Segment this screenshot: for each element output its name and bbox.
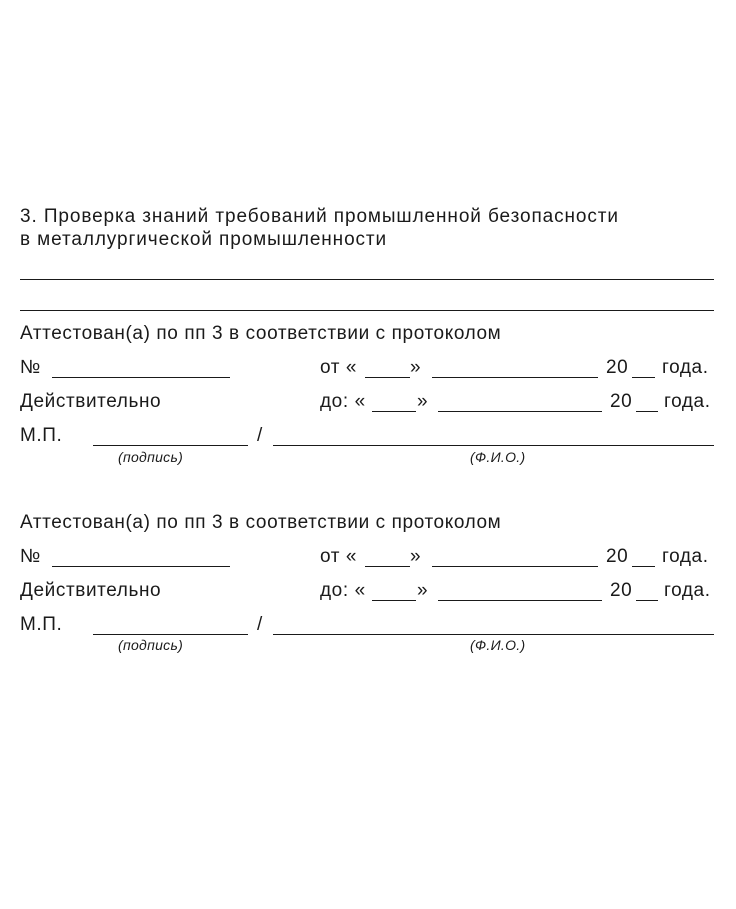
- from-day-field[interactable]: [365, 566, 410, 567]
- year-prefix: 20: [606, 357, 629, 378]
- until-month-field[interactable]: [438, 600, 602, 601]
- from-label: от «: [320, 546, 358, 567]
- section-heading-line2: в металлургической промышленности: [20, 229, 388, 250]
- from-day-field[interactable]: [365, 377, 410, 378]
- year-suffix: года.: [664, 580, 711, 601]
- fio-field[interactable]: [273, 634, 714, 635]
- blank-line-2[interactable]: [20, 310, 714, 311]
- year-prefix: 20: [606, 546, 629, 567]
- signature-caption: (подпись): [118, 449, 184, 465]
- year-prefix: 20: [610, 580, 633, 601]
- year-suffix: года.: [662, 546, 709, 567]
- until-label: до: «: [320, 580, 366, 601]
- valid-label: Действительно: [20, 580, 162, 601]
- from-year-field[interactable]: [632, 377, 655, 378]
- from-month-field[interactable]: [432, 566, 598, 567]
- quote-close: »: [410, 357, 422, 378]
- quote-close: »: [417, 580, 429, 601]
- until-day-field[interactable]: [372, 600, 416, 601]
- number-label: №: [20, 357, 41, 378]
- until-day-field[interactable]: [372, 411, 416, 412]
- until-year-field[interactable]: [636, 600, 658, 601]
- signature-caption: (подпись): [118, 637, 184, 653]
- blank-line-1[interactable]: [20, 279, 714, 280]
- valid-label: Действительно: [20, 391, 162, 412]
- fio-field[interactable]: [273, 445, 714, 446]
- until-label: до: «: [320, 391, 366, 412]
- protocol-number-field[interactable]: [52, 377, 230, 378]
- signature-field[interactable]: [93, 634, 248, 635]
- year-prefix: 20: [610, 391, 633, 412]
- stamp-label: М.П.: [20, 425, 63, 446]
- year-suffix: года.: [664, 391, 711, 412]
- fio-caption: (Ф.И.О.): [470, 449, 526, 465]
- attested-text: Аттестован(а) по пп 3 в соответствии с протоколом: [20, 512, 502, 533]
- from-label: от «: [320, 357, 358, 378]
- fio-caption: (Ф.И.О.): [470, 637, 526, 653]
- section-heading-line1: 3. Проверка знаний требований промышленной безопасности: [20, 206, 619, 227]
- protocol-number-field[interactable]: [52, 566, 230, 567]
- stamp-label: М.П.: [20, 614, 63, 635]
- until-year-field[interactable]: [636, 411, 658, 412]
- quote-close: »: [410, 546, 422, 567]
- number-label: №: [20, 546, 41, 567]
- year-suffix: года.: [662, 357, 709, 378]
- slash-separator: /: [257, 425, 263, 446]
- attested-text: Аттестован(а) по пп 3 в соответствии с протоколом: [20, 323, 502, 344]
- slash-separator: /: [257, 614, 263, 635]
- from-month-field[interactable]: [432, 377, 598, 378]
- until-month-field[interactable]: [438, 411, 602, 412]
- quote-close: »: [417, 391, 429, 412]
- from-year-field[interactable]: [632, 566, 655, 567]
- signature-field[interactable]: [93, 445, 248, 446]
